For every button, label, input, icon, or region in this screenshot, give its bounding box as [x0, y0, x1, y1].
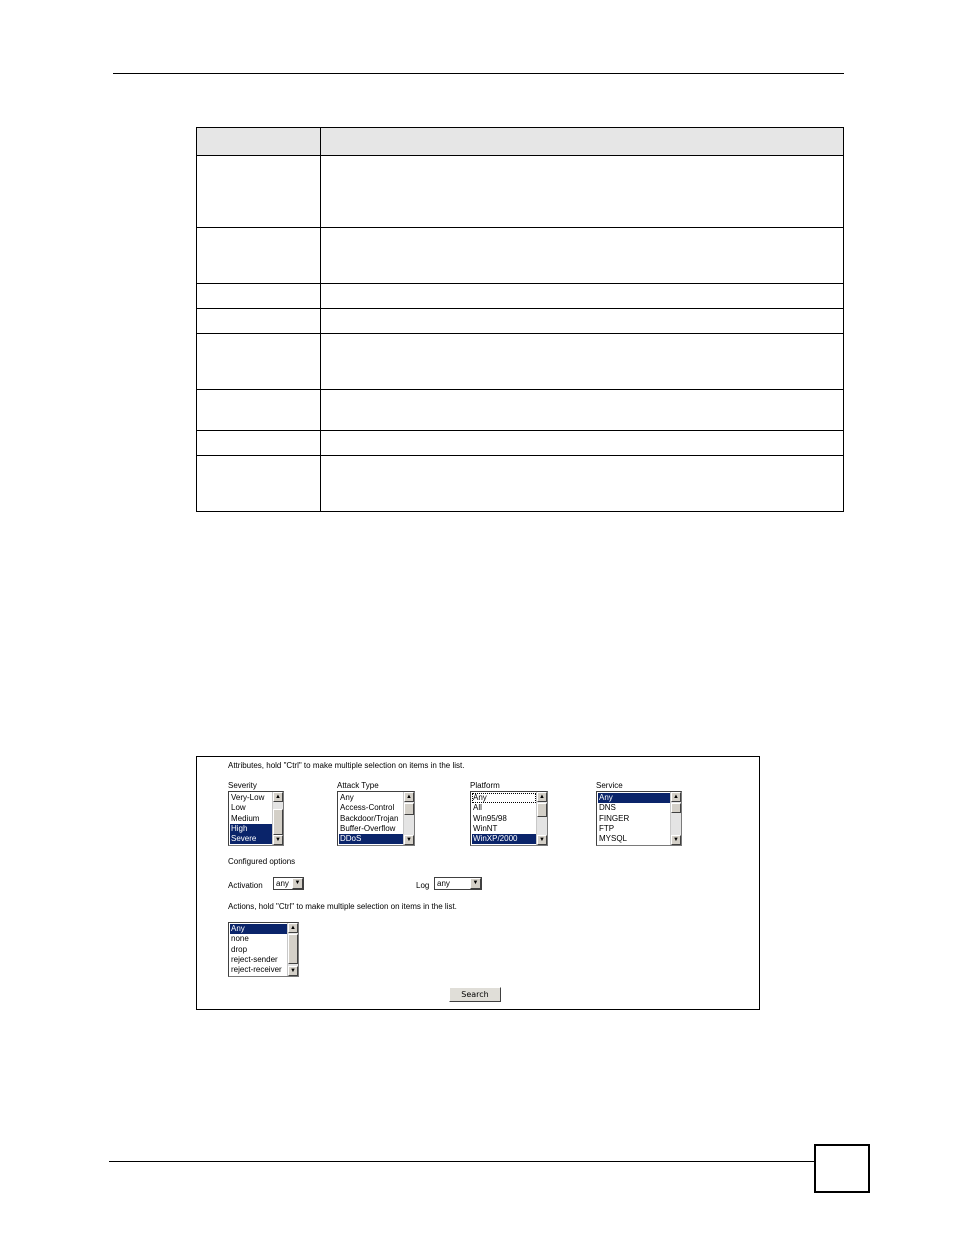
attack-type-scrollbar[interactable]	[403, 792, 414, 845]
table-cell-label	[197, 456, 321, 512]
table-row	[197, 309, 844, 334]
scroll-thumb[interactable]	[404, 803, 414, 815]
table-cell-description	[321, 431, 844, 456]
list-item[interactable]: none	[231, 934, 249, 944]
actions-scrollbar[interactable]	[287, 923, 298, 976]
service-label: Service	[596, 781, 623, 790]
list-item[interactable]: Win95/98	[473, 813, 507, 823]
list-item[interactable]: Any	[230, 924, 287, 934]
table-cell-description	[321, 156, 844, 228]
activation-select[interactable]	[273, 877, 304, 890]
platform-label: Platform	[470, 781, 500, 790]
table-cell-label	[197, 284, 321, 309]
table-cell-description	[321, 309, 844, 334]
scroll-thumb[interactable]	[537, 803, 547, 817]
list-item[interactable]: All	[473, 803, 482, 813]
list-item[interactable]: Any	[340, 793, 354, 802]
actions-hint: Actions, hold "Ctrl" to make multiple selection on items in the list.	[228, 902, 457, 911]
table-row	[197, 156, 844, 228]
chevron-down-icon[interactable]: ▼	[292, 878, 303, 889]
list-item[interactable]: FINGER	[599, 813, 630, 823]
list-item[interactable]: High	[230, 824, 273, 834]
reference-table	[196, 127, 844, 512]
scroll-thumb[interactable]	[273, 809, 283, 835]
attack-type-listbox[interactable]	[337, 791, 415, 846]
table-cell-label	[197, 431, 321, 456]
scroll-up-icon[interactable]: ▲	[288, 923, 298, 933]
log-value: any	[437, 879, 450, 888]
table-cell-description	[321, 390, 844, 431]
search-button[interactable]: Search	[449, 987, 501, 1002]
service-listbox[interactable]	[596, 791, 682, 846]
table-cell-description	[321, 456, 844, 512]
table-row	[197, 284, 844, 309]
platform-scrollbar[interactable]	[536, 792, 547, 845]
table-row	[197, 431, 844, 456]
service-scrollbar[interactable]	[670, 792, 681, 845]
list-item[interactable]: Medium	[231, 813, 260, 823]
page-number-box	[814, 1144, 870, 1193]
list-item[interactable]: DNS	[599, 803, 616, 813]
scroll-up-icon[interactable]: ▲	[404, 792, 414, 802]
list-item[interactable]: Any	[472, 793, 536, 803]
list-item[interactable]: Backdoor/Trojan	[340, 813, 399, 823]
table-row	[197, 456, 844, 512]
table-header-label	[197, 128, 321, 156]
scroll-thumb[interactable]	[288, 934, 298, 964]
list-item[interactable]: DDoS	[339, 834, 403, 844]
list-item[interactable]: FTP	[599, 823, 615, 833]
list-item[interactable]: WinNT	[473, 823, 498, 833]
scroll-down-icon[interactable]: ▼	[537, 835, 547, 845]
scroll-down-icon[interactable]: ▼	[671, 835, 681, 845]
table-cell-label	[197, 390, 321, 431]
footer-rule	[109, 1161, 815, 1162]
severity-label: Severity	[228, 781, 257, 790]
attributes-hint: Attributes, hold "Ctrl" to make multiple selection on items in the list.	[228, 761, 465, 770]
activation-value: any	[276, 879, 289, 888]
table-cell-label	[197, 309, 321, 334]
table-cell-description	[321, 334, 844, 390]
list-item[interactable]: WinXP/2000	[472, 834, 536, 844]
chevron-down-icon[interactable]: ▼	[470, 878, 481, 889]
log-label: Log	[416, 881, 430, 890]
table-cell-label	[197, 156, 321, 228]
list-item[interactable]: Severe	[230, 834, 273, 844]
severity-listbox[interactable]	[228, 791, 284, 846]
table-row	[197, 228, 844, 284]
list-item[interactable]: Access-Control	[340, 803, 395, 813]
list-item[interactable]: drop	[231, 944, 248, 954]
actions-listbox[interactable]	[228, 922, 299, 977]
severity-scrollbar[interactable]	[272, 792, 283, 845]
table-header-row	[197, 128, 844, 156]
table-row	[197, 390, 844, 431]
table-header-description	[321, 128, 844, 156]
configured-options-label: Configured options	[228, 857, 296, 866]
table-row	[197, 334, 844, 390]
table-cell-label	[197, 334, 321, 390]
scroll-down-icon[interactable]: ▼	[273, 835, 283, 845]
scroll-up-icon[interactable]: ▲	[537, 792, 547, 802]
scroll-up-icon[interactable]: ▲	[273, 792, 283, 802]
table-cell-description	[321, 228, 844, 284]
attack-type-label: Attack Type	[337, 781, 379, 790]
scroll-down-icon[interactable]: ▼	[288, 966, 298, 976]
list-item[interactable]: MYSQL	[599, 834, 628, 844]
activation-label: Activation	[228, 881, 263, 890]
list-item[interactable]: reject-sender	[231, 954, 278, 964]
scroll-thumb[interactable]	[671, 803, 681, 813]
list-item[interactable]: Any	[598, 793, 670, 803]
header-rule	[113, 73, 844, 74]
list-item[interactable]: Low	[231, 803, 246, 813]
table-cell-label	[197, 228, 321, 284]
scroll-up-icon[interactable]: ▲	[671, 792, 681, 802]
platform-listbox[interactable]	[470, 791, 548, 846]
list-item[interactable]: reject-receiver	[231, 965, 282, 975]
scroll-down-icon[interactable]: ▼	[404, 835, 414, 845]
log-select[interactable]	[434, 877, 482, 890]
list-item[interactable]: Buffer-Overflow	[340, 823, 396, 833]
table-cell-description	[321, 284, 844, 309]
list-item[interactable]: Very-Low	[231, 793, 265, 802]
